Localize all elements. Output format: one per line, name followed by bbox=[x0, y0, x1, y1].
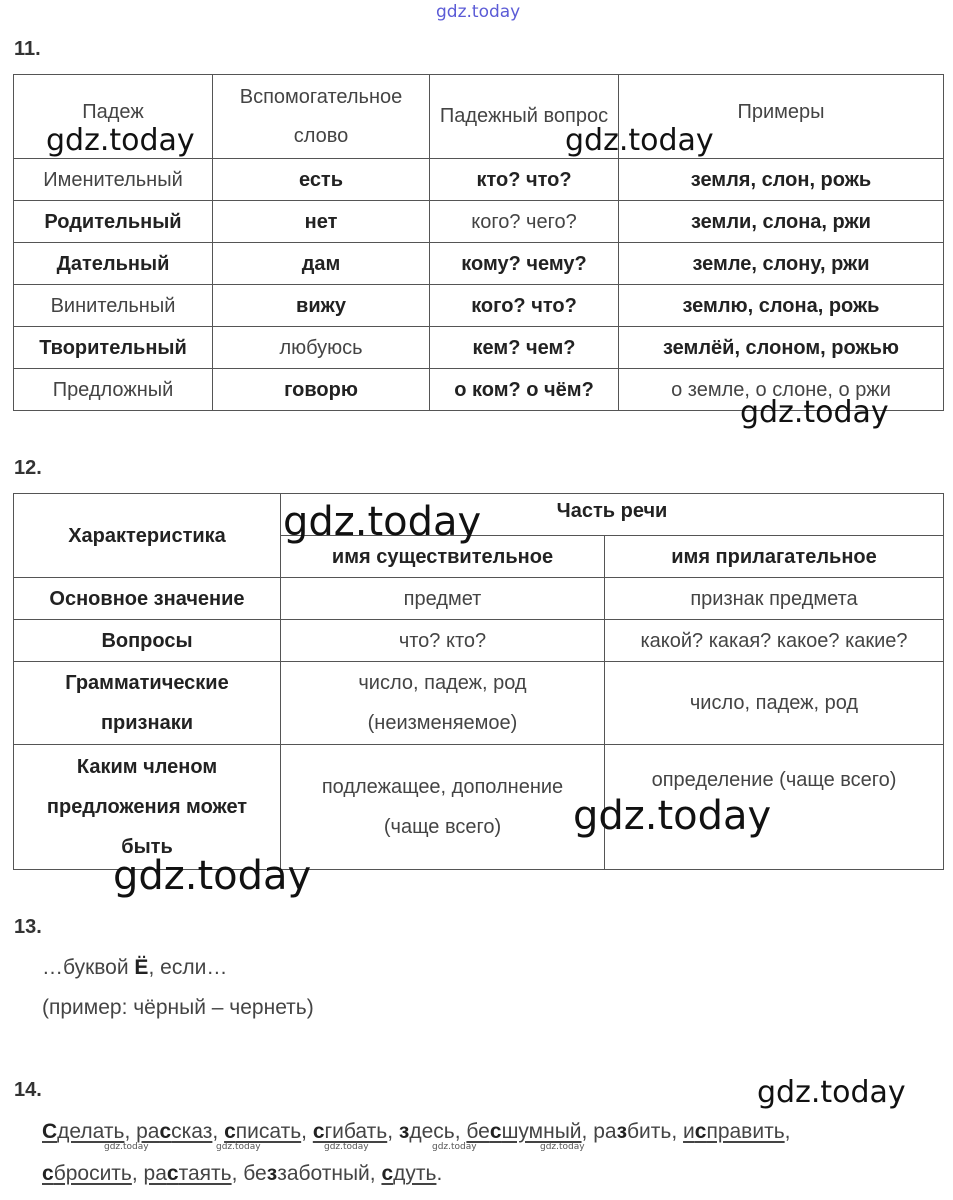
watermark: gdz.today bbox=[565, 123, 714, 158]
aux-word: есть bbox=[213, 159, 430, 201]
case-name: Именительный bbox=[14, 159, 213, 201]
row-label: Каким членом предложения может быть bbox=[14, 745, 281, 870]
case-name: Творительный bbox=[14, 327, 213, 369]
adjective-cell: какой? какая? какое? какие? bbox=[605, 620, 944, 662]
part-of-speech-header: Часть речи bbox=[281, 494, 944, 536]
noun-cell: предмет bbox=[281, 578, 605, 620]
exercise-12-number: 12. bbox=[14, 457, 42, 479]
noun-cell: что? кто? bbox=[281, 620, 605, 662]
exercise-14-line2: сбросить, растаять, беззаботный, сдуть. bbox=[42, 1162, 443, 1185]
case-name: Родительный bbox=[14, 201, 213, 243]
adjective-cell: определение (чаще всего) bbox=[605, 745, 944, 870]
exercise-13-number: 13. bbox=[14, 916, 42, 938]
watermark: gdz.today bbox=[46, 123, 195, 158]
case-name: Предложный bbox=[14, 369, 213, 411]
adjective-cell: число, падеж, род bbox=[605, 662, 944, 745]
line1-start: …буквой bbox=[42, 956, 135, 979]
word-sgibat: сгибать bbox=[312, 1120, 388, 1143]
word-ispravit: исправить bbox=[683, 1120, 785, 1143]
case-question: кто? что? bbox=[430, 159, 619, 201]
word-spisat: списать bbox=[224, 1120, 302, 1143]
aux-word: вижу bbox=[213, 285, 430, 327]
word-rasskaz: рассказ bbox=[136, 1120, 213, 1143]
watermark: gdz.today bbox=[113, 853, 312, 899]
exercise-14-number: 14. bbox=[14, 1079, 42, 1101]
case-examples: землю, слона, рожь bbox=[619, 285, 944, 327]
case-examples: о земле, о слоне, о ржи bbox=[619, 369, 944, 411]
row-label: Грамматические признаки bbox=[14, 662, 281, 745]
watermark: gdz.today bbox=[283, 499, 482, 545]
case-name: Винительный bbox=[14, 285, 213, 327]
case-examples: земли, слона, ржи bbox=[619, 201, 944, 243]
case-question: кого? чего? bbox=[430, 201, 619, 243]
watermark-small: gdz.today bbox=[432, 1142, 477, 1152]
case-examples: землёй, слоном, рожью bbox=[619, 327, 944, 369]
letter-yo: Ё bbox=[134, 956, 149, 979]
watermark: gdz.today bbox=[740, 395, 889, 430]
exercise-13-line1 bbox=[42, 956, 227, 980]
watermark-small: gdz.today bbox=[540, 1142, 585, 1152]
row-label: Основное значение bbox=[14, 578, 281, 620]
case-question: кем? чем? bbox=[430, 327, 619, 369]
row-label: Вопросы bbox=[14, 620, 281, 662]
watermark-top: gdz.today bbox=[436, 2, 521, 22]
aux-word: дам bbox=[213, 243, 430, 285]
word-sdut: сдуть bbox=[381, 1162, 437, 1185]
noun-cell: число, падеж, род (неизменяемое) bbox=[281, 662, 605, 745]
case-question: кого? что? bbox=[430, 285, 619, 327]
case-question: о ком? о чём? bbox=[430, 369, 619, 411]
aux-word: нет bbox=[213, 201, 430, 243]
line1-end: , если… bbox=[148, 956, 228, 979]
exercise-11-number: 11. bbox=[14, 38, 41, 60]
watermark: gdz.today bbox=[573, 793, 772, 839]
aux-word-header: Вспомогательное слово bbox=[213, 75, 430, 159]
adjective-cell: признак предмета bbox=[605, 578, 944, 620]
case-examples: земля, слон, рожь bbox=[619, 159, 944, 201]
examples-header: Примеры bbox=[619, 75, 944, 159]
adjective-header: имя прилагательное bbox=[605, 536, 944, 578]
watermark-small: gdz.today bbox=[104, 1142, 149, 1152]
noun-header: имя существительное bbox=[281, 536, 605, 578]
parts-of-speech-table bbox=[13, 493, 944, 870]
characteristic-header: Характеристика bbox=[14, 494, 281, 578]
case-header: Падеж bbox=[14, 75, 213, 159]
watermark-small: gdz.today bbox=[324, 1142, 369, 1152]
watermark-small: gdz.today bbox=[216, 1142, 261, 1152]
word-besshumnyy: бесшумный bbox=[466, 1120, 582, 1143]
exercise-14-line1: Сделать, рассказ, списать, сгибать, здесь, бесшумный, разбить, исправить, bbox=[42, 1120, 791, 1143]
aux-word: говорю bbox=[213, 369, 430, 411]
case-question-header: Падежный вопрос bbox=[430, 75, 619, 159]
word-sdelat: Сделать bbox=[42, 1120, 125, 1143]
exercise-13-line2: (пример: чёрный – чернеть) bbox=[42, 996, 314, 1019]
word-rastayat: растаять bbox=[143, 1162, 232, 1185]
case-question: кому? чему? bbox=[430, 243, 619, 285]
case-examples: земле, слону, ржи bbox=[619, 243, 944, 285]
noun-cell: подлежащее, дополнение (чаще всего) bbox=[281, 745, 605, 870]
watermark: gdz.today bbox=[757, 1075, 906, 1110]
case-name: Дательный bbox=[14, 243, 213, 285]
word-sbrosit: сбросить bbox=[42, 1162, 132, 1185]
aux-word: любуюсь bbox=[213, 327, 430, 369]
